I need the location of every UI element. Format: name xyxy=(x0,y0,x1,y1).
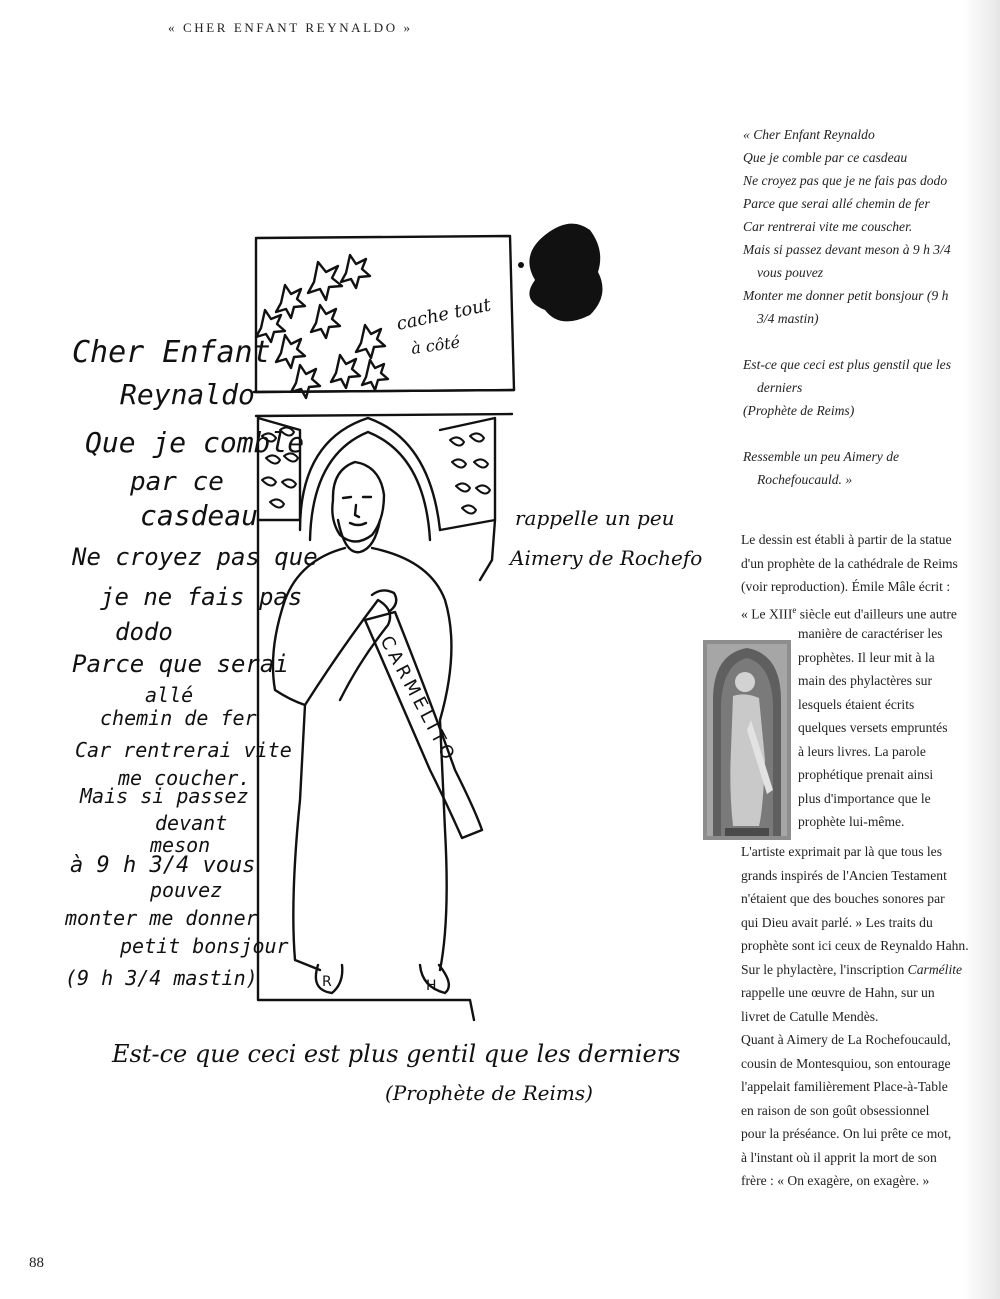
handwriting-right xyxy=(508,506,702,570)
svg-text:(Prophète de Reims): (Prophète de Reims) xyxy=(385,1081,593,1105)
body-line: en raison de son goût obsessionnel xyxy=(741,1102,930,1118)
svg-text:me coucher.: me coucher. xyxy=(118,766,251,790)
body-line: d'un prophète de la cathédrale de Reims xyxy=(741,555,958,571)
svg-text:Aimery de Rochefo: Aimery de Rochefo xyxy=(510,546,703,570)
poem-line: (Prophète de Reims) xyxy=(743,403,855,418)
body-line: (voir reproduction). Émile Mâle écrit : xyxy=(741,579,951,594)
work-title: Carmélite xyxy=(907,961,963,977)
svg-text:meson: meson xyxy=(150,833,211,857)
body-line: Le dessin est établi à partir de la statue xyxy=(741,532,952,547)
poem-gap xyxy=(743,330,963,353)
svg-text:à côté: à côté xyxy=(409,332,462,358)
foot-mark-left: R xyxy=(322,974,332,990)
statue-photo-caption: Prophète de la cathédrale de Reims xyxy=(503,440,518,441)
svg-text:Reynaldo: Reynaldo xyxy=(120,378,255,411)
svg-text:rappelle un peu: rappelle un peu xyxy=(515,506,675,530)
svg-text:Mais si passez: Mais si passez xyxy=(80,784,249,808)
body-line: main des phylactères sur xyxy=(798,673,933,688)
svg-text:allé: allé xyxy=(145,683,194,707)
body-line: livret de Catulle Mendès. xyxy=(741,1008,879,1024)
svg-text:cache tout: cache tout xyxy=(394,294,493,335)
svg-text:à 9 h 3/4 vous: à 9 h 3/4 vous xyxy=(70,853,256,878)
handwriting-left xyxy=(64,335,318,990)
body-line: Quant à Aimery de La Rochefoucauld, xyxy=(741,1032,951,1047)
svg-text:Est-ce que ceci est plus genti: Est-ce que ceci est plus gentil que les derniers xyxy=(112,1040,681,1068)
body-line: L'artiste exprimait par là que tous les xyxy=(741,844,943,859)
poem-transcription xyxy=(743,123,963,491)
scroll-inscription: CARMELITO xyxy=(375,632,461,767)
poem-line: Que je comble par ce casdeau xyxy=(743,150,908,165)
body-line: cousin de Montesquiou, son entourage xyxy=(741,1055,951,1071)
svg-text:petit bonsjour: petit bonsjour xyxy=(120,934,289,958)
poem-line: « Cher Enfant Reynaldo xyxy=(743,127,875,142)
body-line: prophète sont ici ceux de Reynaldo Hahn. xyxy=(741,938,969,953)
body-line: n'étaient que des bouches sonores par xyxy=(741,891,945,906)
body-line: prophètes. Il leur mit à la xyxy=(798,649,935,665)
svg-text:casdeau: casdeau xyxy=(140,499,259,532)
body-text-continued xyxy=(741,840,977,1193)
svg-text:Que je comble: Que je comble xyxy=(85,426,305,459)
handwriting-top xyxy=(395,294,494,358)
body-line: grands inspirés de l'Ancien Testament xyxy=(741,867,947,883)
svg-text:Cher Enfant: Cher Enfant xyxy=(72,335,271,370)
gothic-arch xyxy=(300,418,440,530)
body-line: à leurs livres. La parole xyxy=(798,743,926,759)
body-line: plus d'importance que le xyxy=(798,790,931,806)
svg-text:pouvez: pouvez xyxy=(150,878,223,902)
middle-band xyxy=(254,390,514,416)
body-line: manière de caractériser les xyxy=(798,626,943,641)
poem-line: Ne croyez pas que je ne fais pas dodo xyxy=(743,173,948,188)
page-number: 88 xyxy=(29,1255,44,1271)
poem-gap xyxy=(743,422,963,445)
svg-text:Ne croyez pas que: Ne croyez pas que xyxy=(72,543,318,571)
poem-line: Ressemble un peu Aimery de Rochefoucauld. » xyxy=(743,449,900,487)
svg-text:monter me donner: monter me donner xyxy=(65,906,258,930)
prophet-hand xyxy=(372,590,396,611)
body-text-wrapped xyxy=(798,622,978,834)
foot-mark-right: H xyxy=(426,978,437,994)
body-line: rappelle une œuvre de Hahn, sur un xyxy=(741,985,935,1000)
svg-text:je ne fais pas: je ne fais pas xyxy=(100,583,303,611)
poem-line: Est-ce que ceci est plus genstil que les derniers xyxy=(743,357,951,395)
body-line: prophète lui-même. xyxy=(798,814,905,829)
svg-text:chemin de fer: chemin de fer xyxy=(100,706,257,730)
body-line: quelques versets empruntés xyxy=(798,720,948,735)
body-line: lesquels étaient écrits xyxy=(798,696,915,712)
body-line-quote: « Le XIIIe siècle eut d'ailleurs une autre xyxy=(741,604,957,622)
svg-text:devant: devant xyxy=(155,811,228,835)
svg-text:(9 h 3/4 mastin): (9 h 3/4 mastin) xyxy=(65,966,258,990)
body-line: pour la préséance. On lui prête ce mot, xyxy=(741,1126,952,1141)
star-decorations xyxy=(256,255,388,398)
body-text-intro xyxy=(741,528,977,626)
running-head: « CHER ENFANT REYNALDO » xyxy=(168,20,413,35)
body-line: à l'instant où il apprit la mort de son xyxy=(741,1149,937,1165)
century-numeral: XIII xyxy=(768,606,793,622)
svg-text:dodo: dodo xyxy=(115,618,173,646)
ink-dot xyxy=(518,262,524,268)
poem-line: Monter me donner petit bonsjour (9 h 3/4 mastin) xyxy=(743,288,949,326)
svg-text:Car rentrerai vite: Car rentrerai vite xyxy=(75,738,292,762)
body-line: frère : « On exagère, on exagère. » xyxy=(741,1173,930,1188)
poem-line: Parce que serai allé chemin de fer xyxy=(743,196,930,211)
prophet-eyes xyxy=(343,497,371,525)
ink-blot xyxy=(529,224,602,322)
handwriting-bottom xyxy=(111,1040,680,1105)
body-line: l'appelait familièrement Place-à-Table xyxy=(741,1079,948,1094)
svg-text:Parce que serai: Parce que serai xyxy=(72,650,289,678)
body-line: qui Dieu avait parlé. » Les traits du xyxy=(741,914,933,930)
poem-line: Car rentrerai vite me couscher. xyxy=(743,219,913,234)
svg-text:par ce: par ce xyxy=(130,467,224,497)
poem-line: Mais si passez devant meson à 9 h 3/4 vous pouvez xyxy=(743,242,951,280)
body-line: Sur le phylactère, l'inscription Carmélite xyxy=(741,961,963,977)
body-line: prophétique prenait ainsi xyxy=(798,767,934,782)
